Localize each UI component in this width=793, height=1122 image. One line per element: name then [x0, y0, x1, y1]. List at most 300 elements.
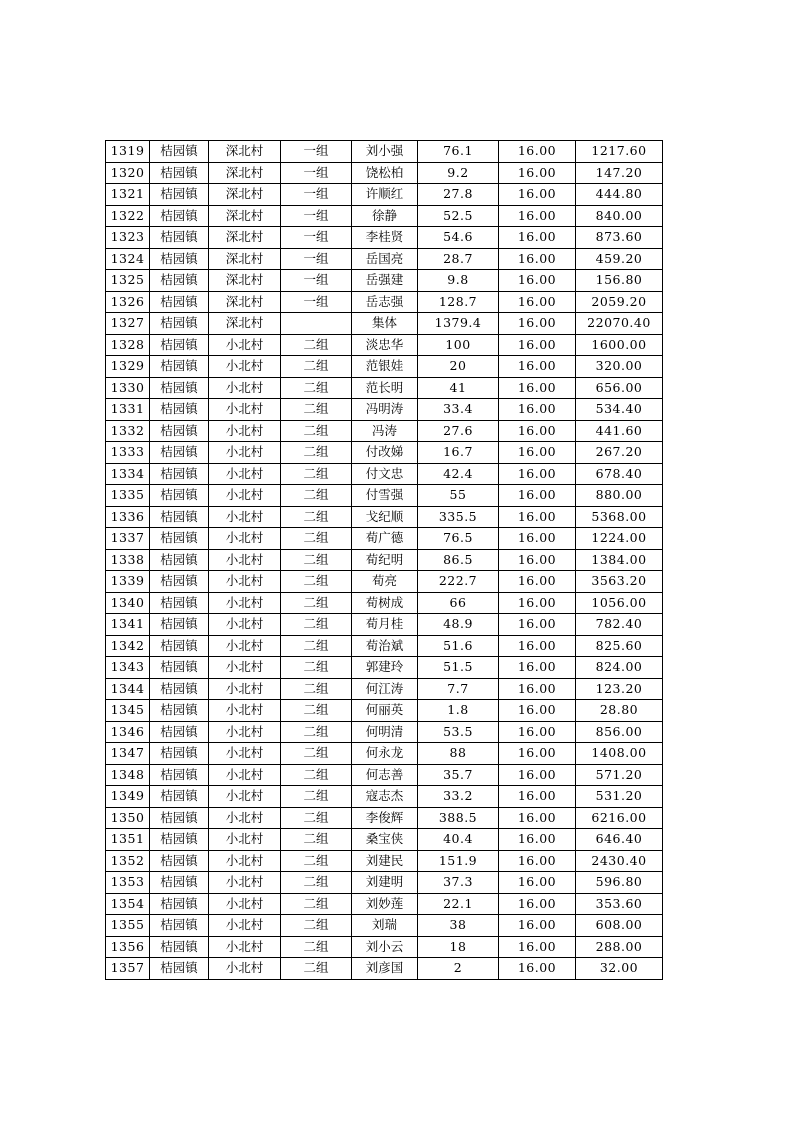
cell-amount: 1600.00	[576, 334, 663, 356]
cell-row-number: 1331	[106, 399, 150, 421]
cell-rate: 16.00	[499, 227, 576, 249]
cell-amount: 320.00	[576, 356, 663, 378]
cell-rate: 16.00	[499, 377, 576, 399]
cell-row-number: 1330	[106, 377, 150, 399]
cell-amount: 840.00	[576, 205, 663, 227]
cell-amount: 1217.60	[576, 141, 663, 163]
cell-town: 桔园镇	[150, 356, 209, 378]
cell-area: 22.1	[418, 893, 499, 915]
cell-group: 二组	[281, 743, 352, 765]
cell-name: 集体	[352, 313, 418, 335]
cell-row-number: 1328	[106, 334, 150, 356]
cell-name: 淡忠华	[352, 334, 418, 356]
table-row	[106, 442, 663, 464]
cell-amount: 1224.00	[576, 528, 663, 550]
data-table-container	[105, 140, 662, 980]
table-row	[106, 592, 663, 614]
cell-group: 二组	[281, 829, 352, 851]
cell-name: 何永龙	[352, 743, 418, 765]
cell-amount: 459.20	[576, 248, 663, 270]
cell-village: 小北村	[209, 915, 281, 937]
cell-town: 桔园镇	[150, 528, 209, 550]
cell-town: 桔园镇	[150, 571, 209, 593]
cell-town: 桔园镇	[150, 313, 209, 335]
cell-name: 荀纪明	[352, 549, 418, 571]
table-row	[106, 635, 663, 657]
cell-row-number: 1338	[106, 549, 150, 571]
cell-town: 桔园镇	[150, 270, 209, 292]
cell-village: 小北村	[209, 850, 281, 872]
cell-amount: 123.20	[576, 678, 663, 700]
cell-town: 桔园镇	[150, 248, 209, 270]
table-row	[106, 872, 663, 894]
cell-row-number: 1340	[106, 592, 150, 614]
cell-row-number: 1346	[106, 721, 150, 743]
cell-name: 范长明	[352, 377, 418, 399]
cell-rate: 16.00	[499, 872, 576, 894]
cell-name: 何丽英	[352, 700, 418, 722]
cell-row-number: 1353	[106, 872, 150, 894]
cell-town: 桔园镇	[150, 614, 209, 636]
cell-village: 小北村	[209, 893, 281, 915]
cell-village: 小北村	[209, 356, 281, 378]
cell-amount: 156.80	[576, 270, 663, 292]
cell-area: 7.7	[418, 678, 499, 700]
cell-row-number: 1319	[106, 141, 150, 163]
cell-name: 李桂贤	[352, 227, 418, 249]
cell-name: 付文忠	[352, 463, 418, 485]
cell-name: 荀亮	[352, 571, 418, 593]
cell-village: 深北村	[209, 227, 281, 249]
cell-amount: 646.40	[576, 829, 663, 851]
cell-village: 小北村	[209, 399, 281, 421]
cell-name: 荀月桂	[352, 614, 418, 636]
table-row	[106, 936, 663, 958]
table-row	[106, 721, 663, 743]
cell-village: 小北村	[209, 764, 281, 786]
table-row	[106, 399, 663, 421]
cell-town: 桔园镇	[150, 958, 209, 980]
cell-rate: 16.00	[499, 549, 576, 571]
table-row	[106, 248, 663, 270]
cell-row-number: 1333	[106, 442, 150, 464]
cell-row-number: 1334	[106, 463, 150, 485]
cell-group: 二组	[281, 764, 352, 786]
cell-name: 付改娣	[352, 442, 418, 464]
cell-town: 桔园镇	[150, 872, 209, 894]
cell-village: 小北村	[209, 721, 281, 743]
cell-group: 二组	[281, 893, 352, 915]
cell-area: 76.5	[418, 528, 499, 550]
cell-area: 151.9	[418, 850, 499, 872]
cell-amount: 534.40	[576, 399, 663, 421]
cell-village: 小北村	[209, 528, 281, 550]
cell-village: 小北村	[209, 807, 281, 829]
cell-group: 二组	[281, 850, 352, 872]
cell-name: 李俊辉	[352, 807, 418, 829]
cell-group: 一组	[281, 270, 352, 292]
cell-area: 41	[418, 377, 499, 399]
cell-area: 27.6	[418, 420, 499, 442]
cell-amount: 856.00	[576, 721, 663, 743]
cell-town: 桔园镇	[150, 915, 209, 937]
cell-amount: 288.00	[576, 936, 663, 958]
cell-town: 桔园镇	[150, 700, 209, 722]
cell-row-number: 1322	[106, 205, 150, 227]
cell-area: 28.7	[418, 248, 499, 270]
cell-rate: 16.00	[499, 635, 576, 657]
cell-village: 小北村	[209, 786, 281, 808]
data-table	[105, 140, 663, 980]
cell-rate: 16.00	[499, 205, 576, 227]
cell-town: 桔园镇	[150, 420, 209, 442]
cell-town: 桔园镇	[150, 936, 209, 958]
cell-group: 二组	[281, 958, 352, 980]
cell-group: 二组	[281, 442, 352, 464]
cell-row-number: 1325	[106, 270, 150, 292]
cell-town: 桔园镇	[150, 850, 209, 872]
cell-group: 一组	[281, 205, 352, 227]
cell-village: 深北村	[209, 313, 281, 335]
cell-group: 二组	[281, 377, 352, 399]
cell-row-number: 1351	[106, 829, 150, 851]
cell-group: 二组	[281, 614, 352, 636]
cell-village: 小北村	[209, 549, 281, 571]
table-row	[106, 270, 663, 292]
cell-group: 二组	[281, 356, 352, 378]
table-row	[106, 958, 663, 980]
table-row	[106, 700, 663, 722]
cell-town: 桔园镇	[150, 635, 209, 657]
table-row	[106, 807, 663, 829]
cell-row-number: 1332	[106, 420, 150, 442]
cell-group: 二组	[281, 334, 352, 356]
cell-area: 222.7	[418, 571, 499, 593]
cell-rate: 16.00	[499, 915, 576, 937]
cell-rate: 16.00	[499, 764, 576, 786]
cell-name: 荀树成	[352, 592, 418, 614]
cell-amount: 656.00	[576, 377, 663, 399]
cell-area: 33.4	[418, 399, 499, 421]
cell-area: 42.4	[418, 463, 499, 485]
cell-rate: 16.00	[499, 678, 576, 700]
cell-row-number: 1348	[106, 764, 150, 786]
cell-rate: 16.00	[499, 184, 576, 206]
cell-town: 桔园镇	[150, 377, 209, 399]
cell-area: 40.4	[418, 829, 499, 851]
cell-village: 小北村	[209, 506, 281, 528]
cell-row-number: 1355	[106, 915, 150, 937]
cell-row-number: 1345	[106, 700, 150, 722]
cell-area: 48.9	[418, 614, 499, 636]
cell-row-number: 1354	[106, 893, 150, 915]
cell-town: 桔园镇	[150, 721, 209, 743]
cell-town: 桔园镇	[150, 743, 209, 765]
cell-row-number: 1357	[106, 958, 150, 980]
cell-amount: 267.20	[576, 442, 663, 464]
table-row	[106, 614, 663, 636]
cell-rate: 16.00	[499, 807, 576, 829]
cell-amount: 571.20	[576, 764, 663, 786]
cell-rate: 16.00	[499, 850, 576, 872]
table-row	[106, 506, 663, 528]
cell-group: 二组	[281, 420, 352, 442]
table-row	[106, 205, 663, 227]
cell-row-number: 1341	[106, 614, 150, 636]
cell-row-number: 1344	[106, 678, 150, 700]
cell-group: 二组	[281, 721, 352, 743]
cell-area: 76.1	[418, 141, 499, 163]
cell-amount: 444.80	[576, 184, 663, 206]
table-row	[106, 420, 663, 442]
cell-name: 冯涛	[352, 420, 418, 442]
cell-name: 冯明涛	[352, 399, 418, 421]
cell-row-number: 1335	[106, 485, 150, 507]
cell-town: 桔园镇	[150, 227, 209, 249]
cell-village: 小北村	[209, 377, 281, 399]
cell-village: 深北村	[209, 205, 281, 227]
cell-village: 深北村	[209, 141, 281, 163]
cell-village: 小北村	[209, 463, 281, 485]
cell-rate: 16.00	[499, 721, 576, 743]
cell-amount: 5368.00	[576, 506, 663, 528]
table-row	[106, 377, 663, 399]
table-row	[106, 893, 663, 915]
cell-area: 37.3	[418, 872, 499, 894]
cell-name: 范银娃	[352, 356, 418, 378]
table-row	[106, 184, 663, 206]
cell-group: 二组	[281, 399, 352, 421]
cell-town: 桔园镇	[150, 657, 209, 679]
cell-town: 桔园镇	[150, 506, 209, 528]
cell-group: 二组	[281, 571, 352, 593]
cell-rate: 16.00	[499, 270, 576, 292]
cell-amount: 1056.00	[576, 592, 663, 614]
table-row	[106, 549, 663, 571]
cell-town: 桔园镇	[150, 463, 209, 485]
cell-village: 小北村	[209, 700, 281, 722]
cell-rate: 16.00	[499, 485, 576, 507]
cell-amount: 678.40	[576, 463, 663, 485]
cell-area: 18	[418, 936, 499, 958]
cell-name: 岳志强	[352, 291, 418, 313]
cell-row-number: 1339	[106, 571, 150, 593]
cell-name: 刘彦国	[352, 958, 418, 980]
cell-group: 一组	[281, 248, 352, 270]
cell-amount: 353.60	[576, 893, 663, 915]
cell-amount: 873.60	[576, 227, 663, 249]
cell-area: 2	[418, 958, 499, 980]
cell-area: 100	[418, 334, 499, 356]
cell-group: 一组	[281, 162, 352, 184]
cell-amount: 28.80	[576, 700, 663, 722]
table-row	[106, 528, 663, 550]
cell-town: 桔园镇	[150, 807, 209, 829]
cell-name: 戈纪顺	[352, 506, 418, 528]
cell-town: 桔园镇	[150, 291, 209, 313]
cell-rate: 16.00	[499, 248, 576, 270]
cell-village: 深北村	[209, 162, 281, 184]
table-row	[106, 162, 663, 184]
table-row	[106, 571, 663, 593]
cell-group: 二组	[281, 786, 352, 808]
cell-group: 二组	[281, 592, 352, 614]
cell-area: 51.6	[418, 635, 499, 657]
cell-name: 何江涛	[352, 678, 418, 700]
cell-rate: 16.00	[499, 506, 576, 528]
cell-town: 桔园镇	[150, 786, 209, 808]
cell-rate: 16.00	[499, 700, 576, 722]
cell-amount: 1384.00	[576, 549, 663, 571]
cell-name: 饶松柏	[352, 162, 418, 184]
cell-name: 何明清	[352, 721, 418, 743]
cell-area: 20	[418, 356, 499, 378]
cell-area: 88	[418, 743, 499, 765]
cell-rate: 16.00	[499, 463, 576, 485]
cell-area: 335.5	[418, 506, 499, 528]
cell-group: 二组	[281, 872, 352, 894]
table-body	[106, 141, 663, 980]
cell-name: 刘建民	[352, 850, 418, 872]
table-row	[106, 764, 663, 786]
cell-name: 刘小强	[352, 141, 418, 163]
cell-area: 16.7	[418, 442, 499, 464]
cell-area: 55	[418, 485, 499, 507]
cell-name: 岳国亮	[352, 248, 418, 270]
cell-area: 52.5	[418, 205, 499, 227]
cell-area: 86.5	[418, 549, 499, 571]
cell-name: 何志善	[352, 764, 418, 786]
cell-name: 付雪强	[352, 485, 418, 507]
cell-village: 小北村	[209, 678, 281, 700]
table-row	[106, 463, 663, 485]
cell-group	[281, 313, 352, 335]
cell-row-number: 1343	[106, 657, 150, 679]
cell-rate: 16.00	[499, 592, 576, 614]
cell-name: 岳强建	[352, 270, 418, 292]
cell-area: 9.2	[418, 162, 499, 184]
cell-rate: 16.00	[499, 313, 576, 335]
cell-name: 刘建明	[352, 872, 418, 894]
cell-rate: 16.00	[499, 958, 576, 980]
table-row	[106, 786, 663, 808]
cell-village: 小北村	[209, 592, 281, 614]
cell-group: 二组	[281, 463, 352, 485]
cell-area: 9.8	[418, 270, 499, 292]
cell-name: 桑宝侠	[352, 829, 418, 851]
cell-group: 二组	[281, 678, 352, 700]
cell-name: 刘瑞	[352, 915, 418, 937]
cell-rate: 16.00	[499, 743, 576, 765]
cell-rate: 16.00	[499, 786, 576, 808]
cell-town: 桔园镇	[150, 442, 209, 464]
cell-town: 桔园镇	[150, 334, 209, 356]
cell-group: 一组	[281, 141, 352, 163]
cell-rate: 16.00	[499, 936, 576, 958]
cell-village: 小北村	[209, 614, 281, 636]
cell-area: 66	[418, 592, 499, 614]
cell-rate: 16.00	[499, 893, 576, 915]
cell-row-number: 1323	[106, 227, 150, 249]
cell-rate: 16.00	[499, 291, 576, 313]
cell-name: 寇志杰	[352, 786, 418, 808]
cell-area: 54.6	[418, 227, 499, 249]
cell-rate: 16.00	[499, 141, 576, 163]
cell-row-number: 1326	[106, 291, 150, 313]
cell-area: 27.8	[418, 184, 499, 206]
cell-rate: 16.00	[499, 528, 576, 550]
cell-town: 桔园镇	[150, 184, 209, 206]
cell-town: 桔园镇	[150, 205, 209, 227]
cell-amount: 824.00	[576, 657, 663, 679]
cell-amount: 2430.40	[576, 850, 663, 872]
cell-town: 桔园镇	[150, 399, 209, 421]
cell-rate: 16.00	[499, 657, 576, 679]
cell-area: 35.7	[418, 764, 499, 786]
cell-row-number: 1347	[106, 743, 150, 765]
cell-group: 二组	[281, 807, 352, 829]
cell-amount: 608.00	[576, 915, 663, 937]
cell-name: 荀广德	[352, 528, 418, 550]
cell-village: 深北村	[209, 291, 281, 313]
cell-row-number: 1321	[106, 184, 150, 206]
cell-rate: 16.00	[499, 420, 576, 442]
table-row	[106, 227, 663, 249]
cell-group: 一组	[281, 291, 352, 313]
cell-rate: 16.00	[499, 334, 576, 356]
table-row	[106, 657, 663, 679]
table-row	[106, 313, 663, 335]
cell-group: 二组	[281, 506, 352, 528]
cell-amount: 32.00	[576, 958, 663, 980]
cell-village: 小北村	[209, 743, 281, 765]
cell-village: 小北村	[209, 485, 281, 507]
cell-row-number: 1349	[106, 786, 150, 808]
cell-group: 二组	[281, 700, 352, 722]
cell-town: 桔园镇	[150, 592, 209, 614]
cell-town: 桔园镇	[150, 141, 209, 163]
cell-rate: 16.00	[499, 162, 576, 184]
cell-row-number: 1336	[106, 506, 150, 528]
cell-amount: 880.00	[576, 485, 663, 507]
cell-village: 小北村	[209, 635, 281, 657]
cell-amount: 3563.20	[576, 571, 663, 593]
table-row	[106, 485, 663, 507]
cell-town: 桔园镇	[150, 829, 209, 851]
cell-group: 二组	[281, 635, 352, 657]
cell-name: 徐静	[352, 205, 418, 227]
table-row	[106, 356, 663, 378]
cell-amount: 531.20	[576, 786, 663, 808]
cell-town: 桔园镇	[150, 678, 209, 700]
table-row	[106, 829, 663, 851]
cell-village: 小北村	[209, 829, 281, 851]
cell-amount: 2059.20	[576, 291, 663, 313]
cell-village: 小北村	[209, 334, 281, 356]
table-row	[106, 141, 663, 163]
cell-amount: 6216.00	[576, 807, 663, 829]
cell-amount: 441.60	[576, 420, 663, 442]
cell-village: 深北村	[209, 184, 281, 206]
cell-village: 小北村	[209, 442, 281, 464]
table-row	[106, 915, 663, 937]
cell-row-number: 1342	[106, 635, 150, 657]
cell-area: 128.7	[418, 291, 499, 313]
cell-amount: 147.20	[576, 162, 663, 184]
cell-village: 深北村	[209, 248, 281, 270]
cell-row-number: 1350	[106, 807, 150, 829]
cell-group: 二组	[281, 485, 352, 507]
